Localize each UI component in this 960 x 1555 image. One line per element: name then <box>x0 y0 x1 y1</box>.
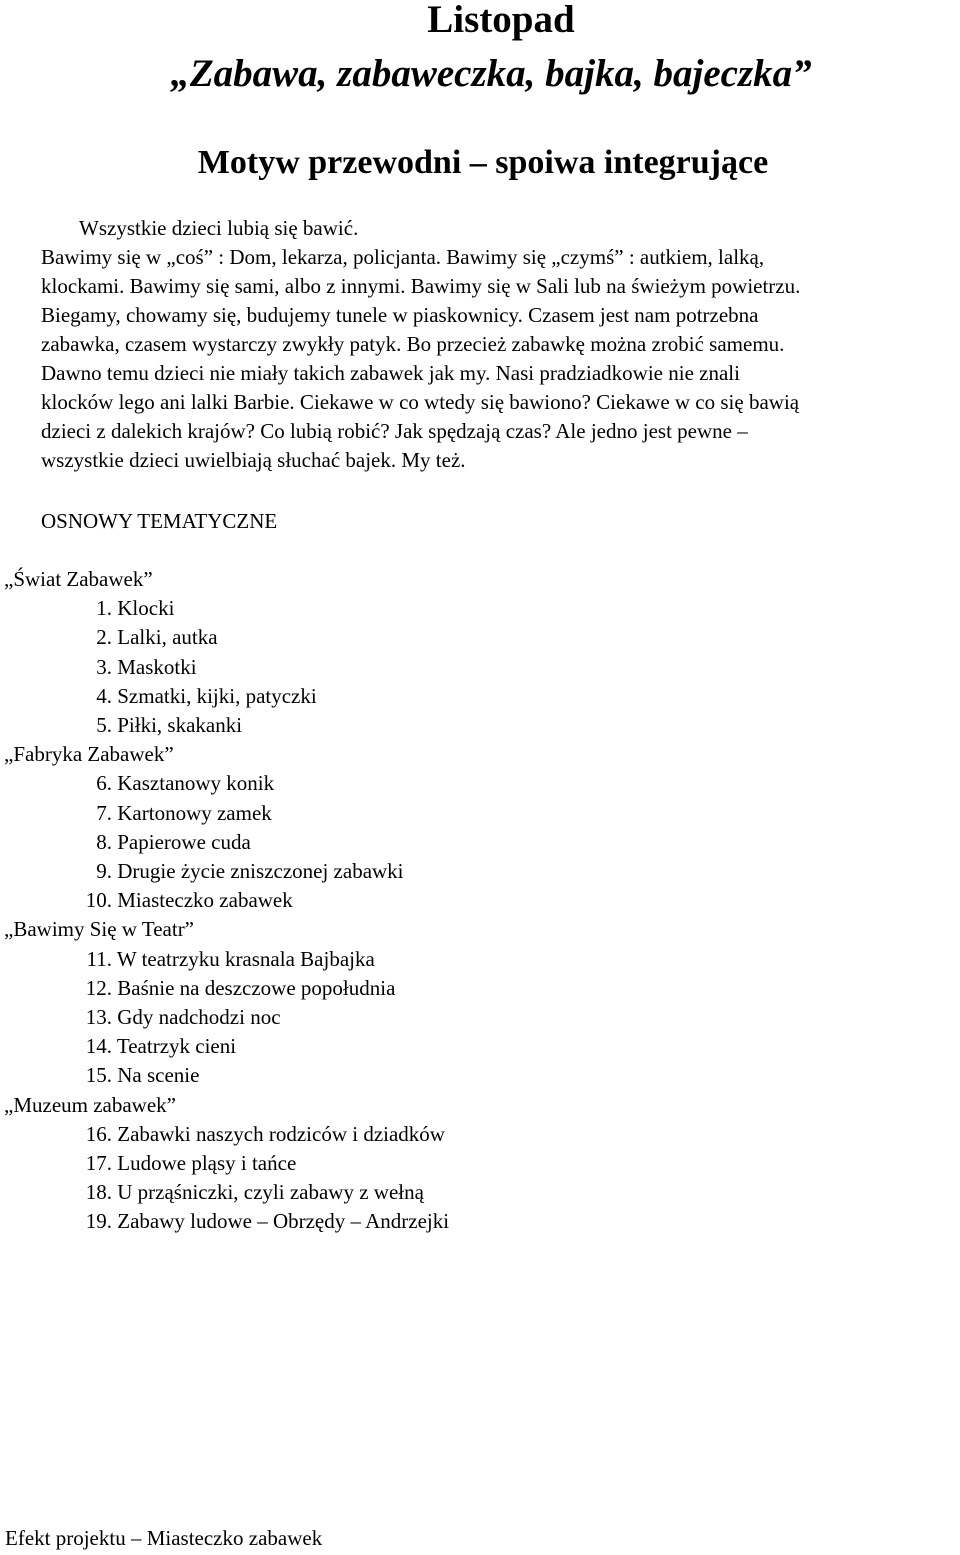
item-number: 7. <box>96 800 112 825</box>
list-item <box>0 711 920 740</box>
item-label: Baśnie na deszczowe popołudnia <box>117 975 396 1000</box>
intro-paragraph <box>41 214 951 475</box>
intro-line: Dawno temu dzieci nie miały takich zabawek jak my. Nasi pradziadkowie nie znali <box>41 361 740 385</box>
list-item <box>0 974 920 1003</box>
item-number: 8. <box>96 829 112 854</box>
item-number: 12. <box>85 975 112 1000</box>
intro-line: dzieci z dalekich krajów? Co lubią robić? Jak spędzają czas? Ale jedno jest pewne – <box>41 419 748 443</box>
item-label: Gdy nadchodzi noc <box>117 1005 281 1030</box>
intro-line: klocków lego ani lalki Barbie. Ciekawe w co wtedy się bawiono? Ciekawe w co się bawią <box>41 390 800 414</box>
list-item <box>0 1061 920 1090</box>
list-item <box>0 945 920 974</box>
list-item <box>0 769 920 798</box>
item-number: 6. <box>96 771 112 796</box>
theme-title: „Świat Zabawek” <box>4 567 153 591</box>
intro-line: Bawimy się w „coś” : Dom, lekarza, policjanta. Bawimy się „czymś” : autkiem, lalką, <box>41 245 765 269</box>
list-item <box>0 594 920 623</box>
item-number: 13. <box>85 1005 112 1030</box>
item-number: 1. <box>96 596 112 621</box>
item-label: Zabawki naszych rodziców i dziadków <box>117 1121 445 1146</box>
page-title: Listopad <box>427 0 575 41</box>
item-label: Maskotki <box>117 654 197 679</box>
item-number: 3. <box>96 654 112 679</box>
theme-title: „Fabryka Zabawek” <box>4 742 174 767</box>
list-item <box>0 1003 920 1032</box>
item-number: 11. <box>86 946 112 971</box>
item-label: W teatrzyku krasnala Bajbajka <box>116 946 375 971</box>
item-label: Ludowe pląsy i tańce <box>117 1151 297 1176</box>
intro-line: klockami. Bawimy się sami, albo z innymi. Bawimy się w Sali lub na świeżym powietrzu. <box>41 274 801 298</box>
list-item <box>0 1149 920 1178</box>
item-number: 2. <box>96 625 112 650</box>
intro-line: Biegamy, chowamy się, budujemy tunele w piaskownicy. Czasem jest nam potrzebna <box>41 303 759 327</box>
list-item <box>0 799 920 828</box>
item-label: Drugie życie zniszczonej zabawki <box>117 859 404 884</box>
item-number: 17. <box>85 1151 112 1176</box>
osnowy-heading: OSNOWY TEMATYCZNE <box>41 509 278 533</box>
theme-list <box>0 565 920 1237</box>
list-item <box>0 1207 920 1236</box>
list-item <box>0 828 920 857</box>
item-number: 14. <box>85 1034 112 1059</box>
item-number: 18. <box>85 1180 112 1205</box>
list-item <box>0 857 920 886</box>
item-number: 4. <box>96 683 112 708</box>
item-number: 16. <box>85 1121 112 1146</box>
item-label: Kartonowy zamek <box>117 800 272 825</box>
list-item <box>0 1120 920 1149</box>
list-item <box>0 682 920 711</box>
list-item <box>0 1032 920 1061</box>
item-label: Klocki <box>117 596 175 621</box>
item-label: Piłki, skakanki <box>117 713 243 738</box>
item-label: Na scenie <box>117 1063 200 1088</box>
intro-line: Wszystkie dzieci lubią się bawić. <box>79 216 359 240</box>
item-label: Teatrzyk cieni <box>116 1034 237 1059</box>
intro-line: zabawka, czasem wystarczy zwykły patyk. Bo przecież zabawkę można zrobić samemu. <box>41 332 785 356</box>
motif-heading: Motyw przewodni – spoiwa integrujące <box>197 144 769 181</box>
item-number: 5. <box>96 713 112 738</box>
item-label: Papierowe cuda <box>117 829 251 854</box>
item-number: 15. <box>85 1063 112 1088</box>
theme-title: „Bawimy Się w Teatr” <box>4 917 195 942</box>
intro-line: wszystkie dzieci uwielbiają słuchać bajek. My też. <box>41 448 466 472</box>
theme-title: „Muzeum zabawek” <box>4 1092 176 1117</box>
item-number: 19. <box>85 1209 112 1234</box>
list-item <box>0 653 920 682</box>
item-label: Lalki, autka <box>117 625 218 650</box>
item-label: Kasztanowy konik <box>117 771 275 796</box>
item-number: 9. <box>96 859 112 884</box>
item-number: 10. <box>85 888 112 913</box>
item-label: Szmatki, kijki, patyczki <box>117 683 317 708</box>
item-label: Zabawy ludowe – Obrzędy – Andrzejki <box>117 1209 450 1234</box>
footer-note: Efekt projektu – Miasteczko zabawek <box>5 1526 323 1550</box>
list-item <box>0 623 920 652</box>
item-label: Miasteczko zabawek <box>117 888 293 913</box>
page-subtitle: „Zabawa, zabaweczka, bajka, bajeczka” <box>170 52 812 95</box>
list-item <box>0 886 920 915</box>
list-item <box>0 1178 920 1207</box>
item-label: U prząśniczki, czyli zabawy z wełną <box>117 1180 424 1205</box>
